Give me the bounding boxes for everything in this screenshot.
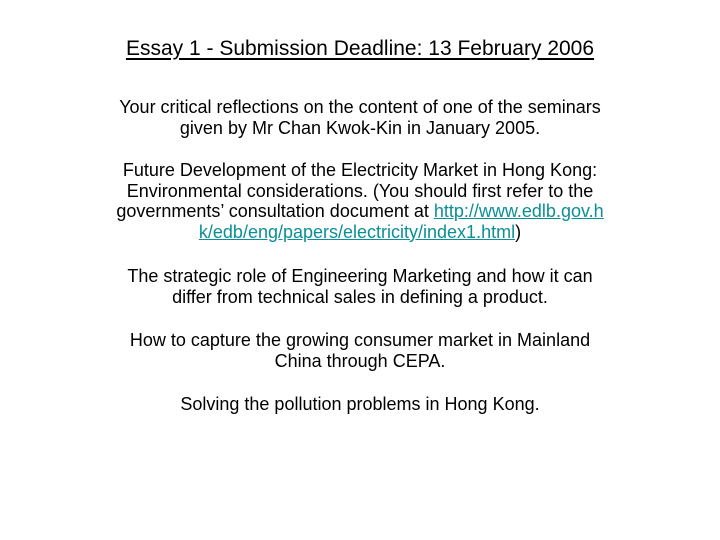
essay-topics	[110, 97, 610, 415]
topic-electricity-market-text: Future Development of the Electricity Market in Hong Kong: Environmental considerations. (You should first refer to the governments’ consultation document at	[116, 160, 598, 221]
topic-electricity-market-closing: )	[515, 221, 522, 242]
topic-engineering-marketing: The strategic role of Engineering Marketing and how it can differ from technical sales in defining a product.	[127, 266, 593, 307]
topic-pollution-problems: Solving the pollution problems in Hong Kong.	[180, 394, 540, 414]
topic-consumer-market-cepa: How to capture the growing consumer market in Mainland China through CEPA.	[129, 330, 591, 371]
consultation-document-link[interactable]: http://www.edlb.gov.hk/edb/eng/papers/electricity/index1.html	[198, 201, 604, 242]
topic-seminar-reflections: Your critical reflections on the content of one of the seminars given by Mr Chan Kwok-Kin in January 2005.	[119, 97, 601, 138]
topic-electricity-market	[110, 160, 610, 242]
slide-title: Essay 1 - Submission Deadline: 13 February 2006	[125, 37, 595, 60]
